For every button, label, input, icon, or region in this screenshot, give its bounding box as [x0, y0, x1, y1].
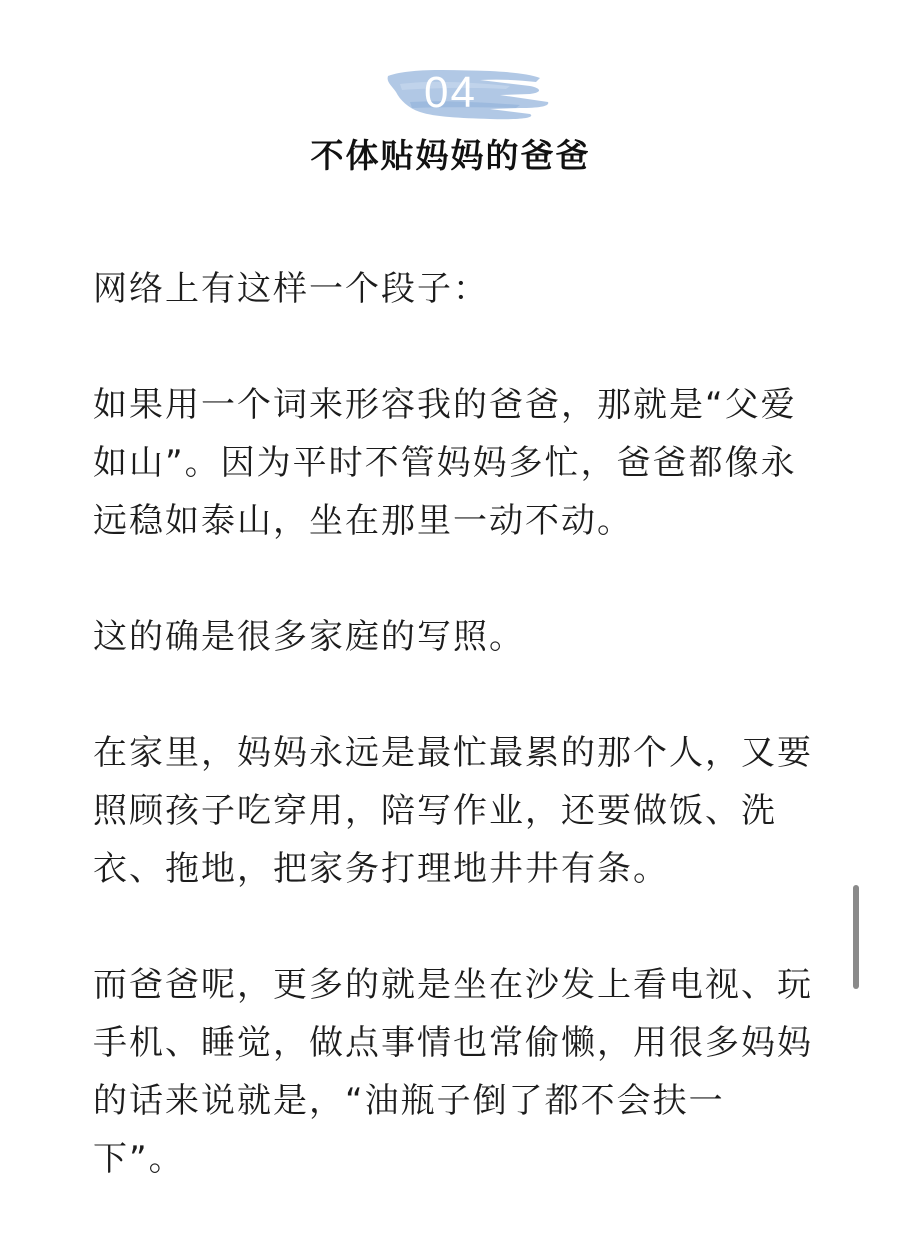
section-header — [0, 58, 901, 188]
scrollbar-thumb[interactable] — [853, 885, 859, 989]
paragraph: 而爸爸呢，更多的就是坐在沙发上看电视、玩手机、睡觉，做点事情也常偷懒，用很多妈妈的话来说就是，“油瓶子倒了都不会扶一下”。 — [93, 965, 813, 1179]
section-title: 不体贴妈妈的爸爸 — [310, 136, 591, 175]
paragraph: 这的确是很多家庭的写照。 — [93, 617, 525, 657]
paragraph: 如果用一个词来形容我的爸爸，那就是“父爱如山”。因为平时不管妈妈多忙，爸爸都像永远稳如泰山，坐在那里一动不动。 — [93, 385, 797, 541]
paragraph: 网络上有这样一个段子： — [93, 269, 489, 309]
article-body — [93, 260, 813, 1246]
section-number: 04 — [424, 68, 477, 117]
paragraph: 在家里，妈妈永远是最忙最累的那个人，又要照顾孩子吃穿用，陪写作业，还要做饭、洗衣、拖地，把家务打理地井井有条。 — [93, 733, 813, 889]
